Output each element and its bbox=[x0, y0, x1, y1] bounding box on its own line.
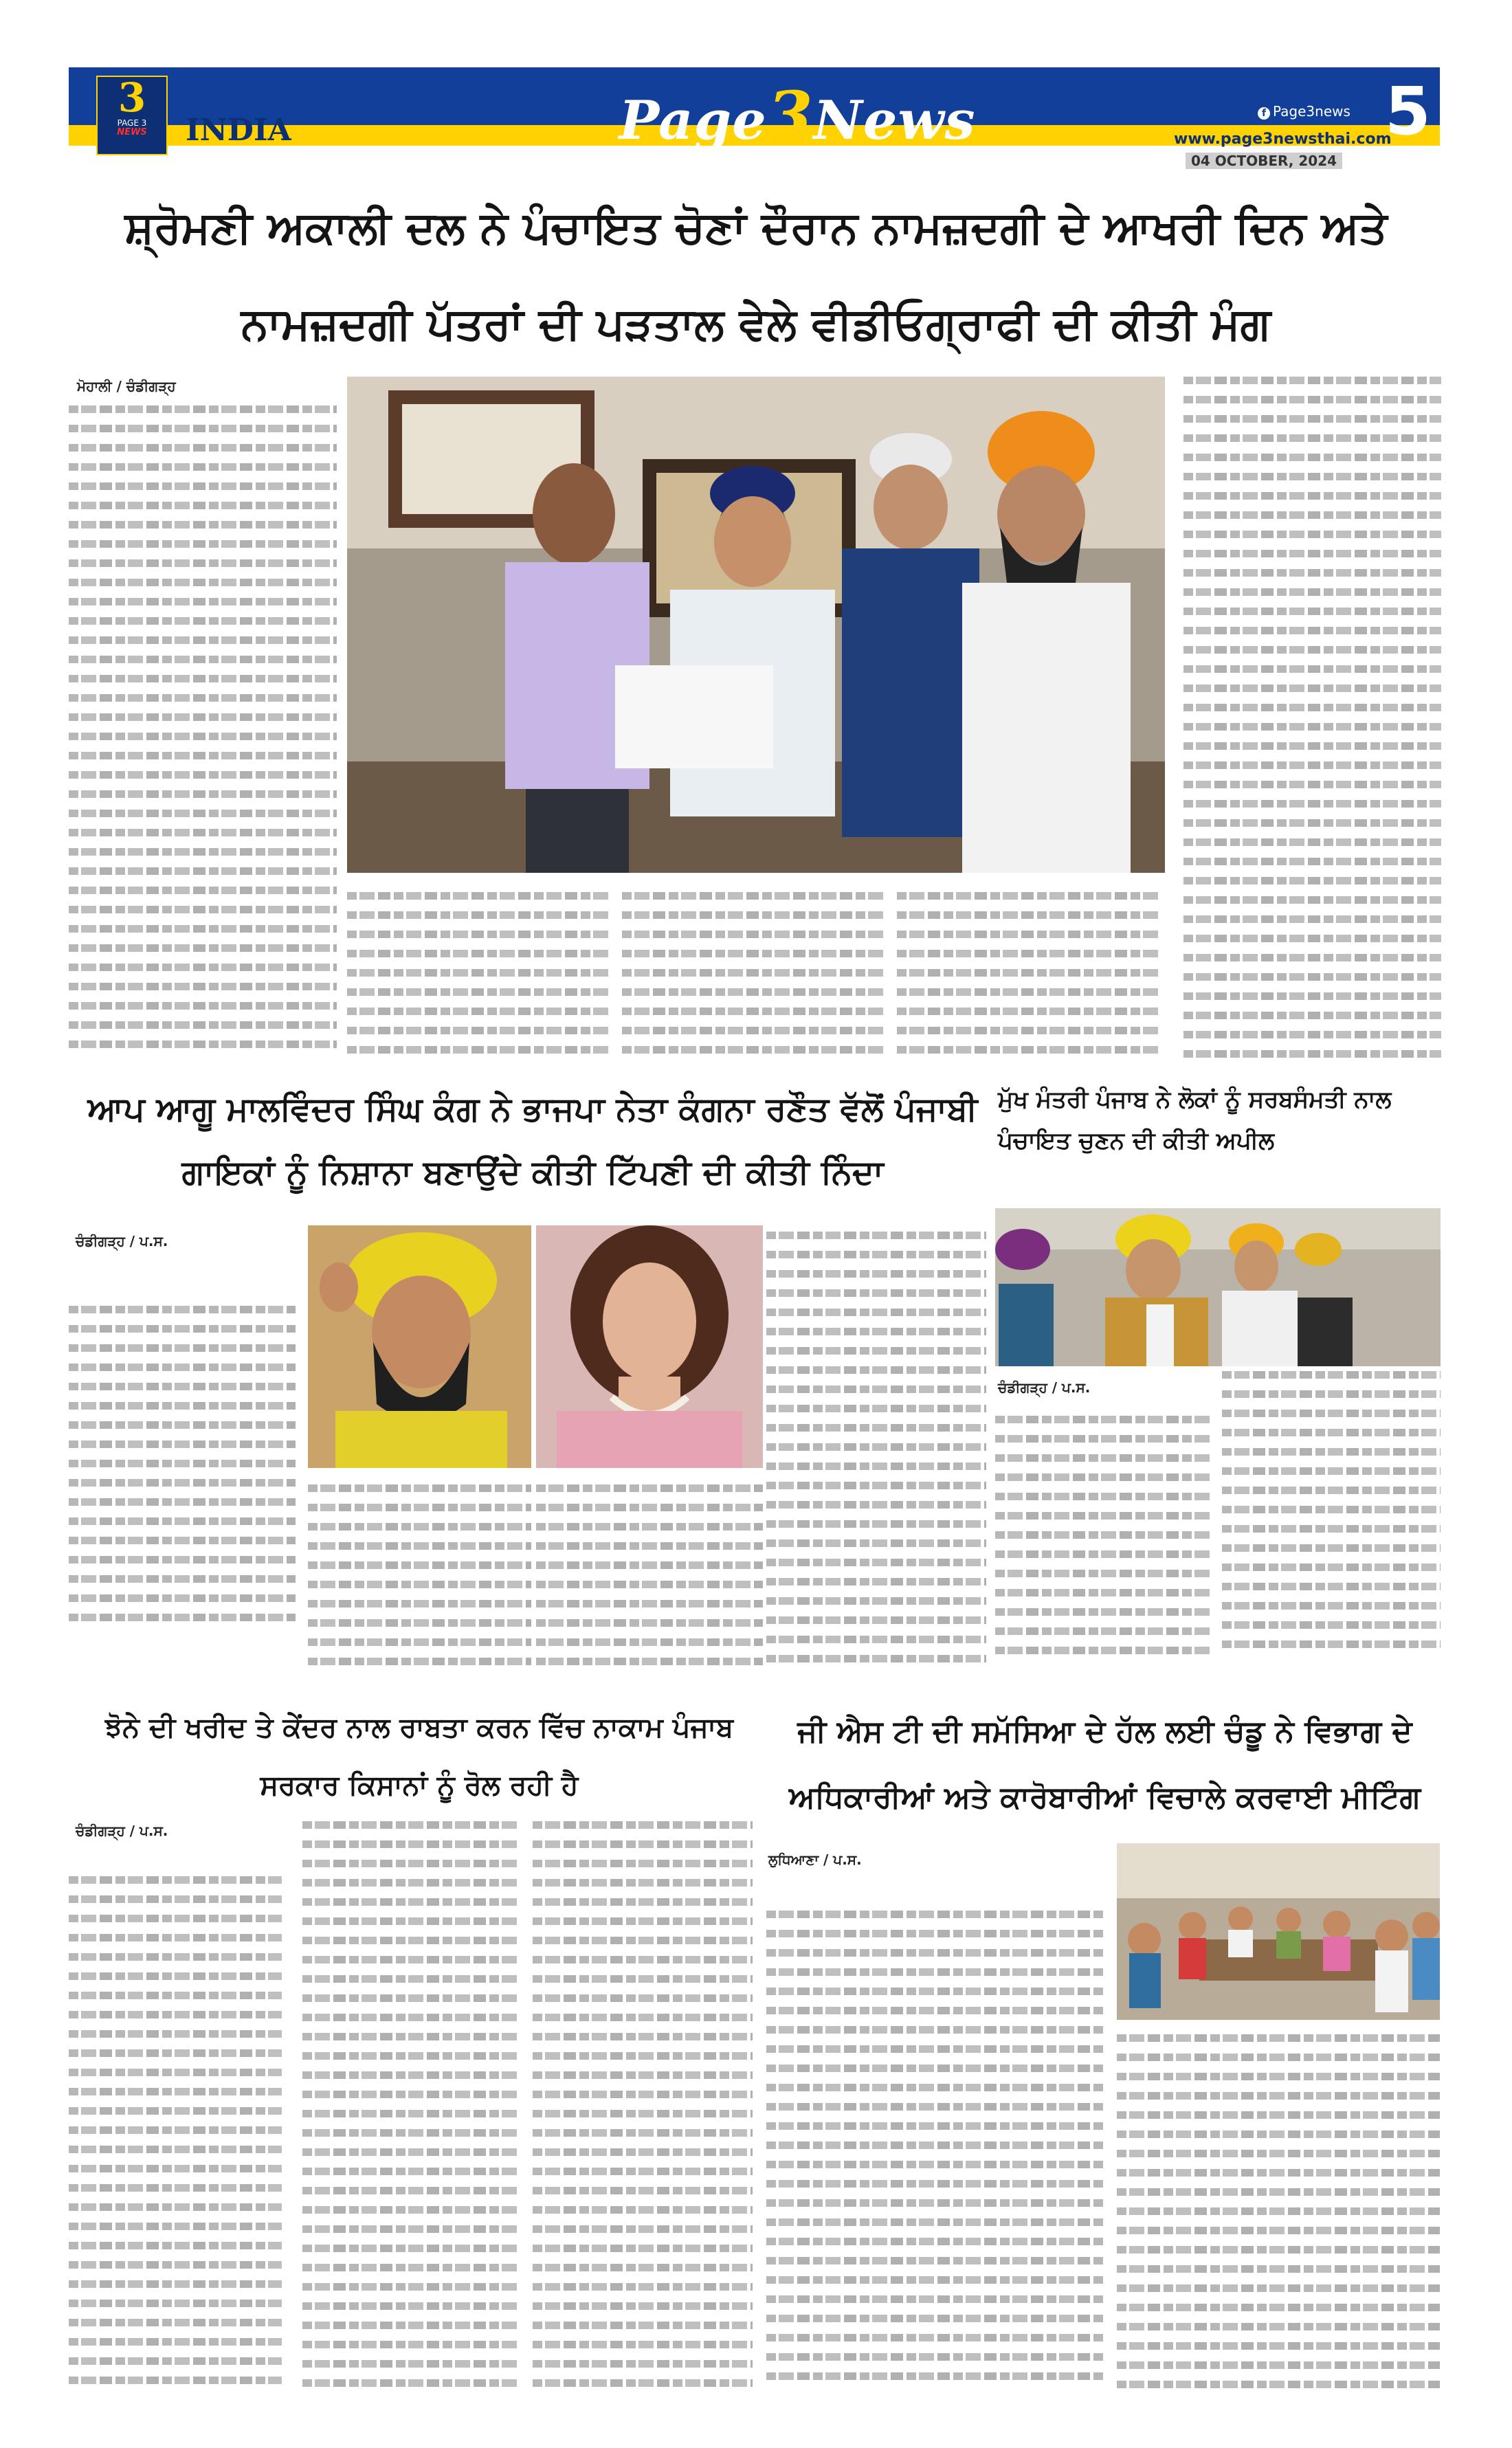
photo-aap-leader[interactable] bbox=[308, 1225, 531, 1468]
article-main-col-1 bbox=[69, 405, 337, 1072]
photo-memorandum-illustration bbox=[347, 377, 1165, 873]
byline-paddy: ਚੰਡੀਗੜ੍ਹ / ਪ.ਸ. bbox=[76, 1823, 168, 1839]
headline-chief-minister[interactable]: ਮੁੱਖ ਮੰਤਰੀ ਪੰਜਾਬ ਨੇ ਲੋਕਾਂ ਨੂੰ ਸਰਬਸੰਮਤੀ ਨਾਲ ਪੰਚਾਇਤ ਚੁਣਨ ਦੀ ਕੀਤੀ ਅਪੀਲ bbox=[998, 1086, 1392, 1155]
byline-main: ਮੋਹਾਲੀ / ਚੰਡੀਗੜ੍ਹ bbox=[77, 378, 176, 394]
article-main-col-3b bbox=[897, 892, 1161, 1072]
headline-aap[interactable]: ਆਪ ਆਗੂ ਮਾਲਵਿੰਦਰ ਸਿੰਘ ਕੰਗ ਨੇ ਭਾਜਪਾ ਨੇਤਾ ਕੰਗਨਾ ਰਣੌਤ ਵੱਲੋਂ ਪੰਜਾਬੀ ਗਾਇਕਾਂ ਨੂੰ ਨਿਸ਼ਾਨਾ ਬਣਾਉਂਦੇ ਕੀਤੀ ਟਿੱਪਣੀ ਦੀ ਕੀਤੀ ਨਿੰਦਾ bbox=[87, 1090, 978, 1192]
article-chief-minister-col-1 bbox=[995, 1416, 1212, 1684]
photo-chief-minister-illustration bbox=[995, 1208, 1441, 1366]
photo-kangana[interactable] bbox=[536, 1225, 763, 1468]
logo-number: 3 bbox=[118, 74, 146, 121]
photo-gst-meeting-illustration bbox=[1117, 1843, 1440, 2020]
article-chief-minister-col-2 bbox=[1222, 1371, 1441, 1684]
article-aap-col-2 bbox=[308, 1484, 531, 1684]
logo-small-text: PAGE 3 bbox=[117, 118, 147, 128]
article-paddy-col-1 bbox=[69, 1876, 282, 2412]
photo-chief-minister[interactable] bbox=[995, 1208, 1441, 1366]
masthead bbox=[69, 67, 1440, 169]
article-paddy-col-2 bbox=[302, 1821, 519, 2412]
byline-aap: ਚੰਡੀਗੜ੍ਹ / ਪ.ਸ. bbox=[76, 1233, 168, 1249]
photo-aap-leader-illustration bbox=[308, 1225, 531, 1468]
brand-right: News bbox=[813, 89, 976, 152]
article-paddy-col-3 bbox=[533, 1821, 753, 2412]
headline-main[interactable]: ਸ਼੍ਰੋਮਣੀ ਅਕਾਲੀ ਦਲ ਨੇ ਪੰਚਾਇਤ ਚੋਣਾਂ ਦੌਰਾਨ ਨਾਮਜ਼ਦਗੀ ਦੇ ਆਖਰੀ ਦਿਨ ਅਤੇ ਨਾਮਜ਼ਦਗੀ ਪੱਤਰਾਂ ਦੀ ਪੜਤਾਲ ਵੇਲੇ ਵੀਡੀਓਗ੍ਰਾਫੀ ਦੀ ਕੀਤੀ ਮੰਗ bbox=[124, 203, 1388, 350]
photo-gst-meeting[interactable] bbox=[1117, 1843, 1440, 2020]
photo-kangana-illustration bbox=[536, 1225, 763, 1468]
article-aap-col-4 bbox=[766, 1232, 986, 1682]
brand-left: Page bbox=[619, 89, 767, 152]
article-gst-col-1 bbox=[766, 1911, 1103, 2412]
headline-gst[interactable]: ਜੀ ਐਸ ਟੀ ਦੀ ਸਮੱਸਿਆ ਦੇ ਹੱਲ ਲਈ ਚੰਡੂ ਨੇ ਵਿਭਾਗ ਦੇ ਅਧਿਕਾਰੀਆਂ ਅਤੇ ਕਾਰੋਬਾਰੀਆਂ ਵਿਚਾਲੇ ਕਰਵਾਈ ਮੀਟਿੰਗ bbox=[788, 1714, 1421, 1815]
logo-tag: NEWS bbox=[117, 127, 147, 137]
issue-date: 04 OCTOBER, 2024 bbox=[1186, 153, 1342, 169]
social-handle[interactable] bbox=[1258, 103, 1350, 120]
byline-chief-minister: ਚੰਡੀਗੜ੍ਹ / ਪ.ਸ. bbox=[998, 1379, 1091, 1396]
article-main-col-2 bbox=[347, 892, 608, 1072]
website-link[interactable]: www.page3newsthai.com bbox=[1174, 131, 1392, 148]
facebook-icon: f bbox=[1258, 107, 1270, 120]
social-handle-text: Page3news bbox=[1273, 103, 1350, 120]
brand-title[interactable] bbox=[605, 77, 990, 155]
headline-paddy[interactable]: ਝੋਨੇ ਦੀ ਖਰੀਦ ਤੇ ਕੇਂਦਰ ਨਾਲ ਰਾਬਤਾ ਕਰਨ ਵਿੱਚ ਨਾਕਾਮ ਪੰਜਾਬ ਸਰਕਾਰ ਕਿਸਾਨਾਂ ਨੂੰ ਰੋਲ ਰਹੀ ਹੈ bbox=[104, 1712, 734, 1801]
article-gst-col-2 bbox=[1117, 2034, 1440, 2412]
article-main-col-4 bbox=[1183, 377, 1441, 1072]
article-aap-col-3 bbox=[536, 1484, 763, 1684]
article-aap-col-1 bbox=[69, 1306, 296, 1649]
newspaper-logo[interactable] bbox=[96, 76, 168, 155]
brand-three: 3 bbox=[766, 77, 814, 155]
section-label: INDIA bbox=[186, 113, 291, 148]
page-number: 5 bbox=[1385, 73, 1431, 150]
article-main-col-3 bbox=[622, 892, 883, 1072]
photo-memorandum-handover[interactable] bbox=[347, 377, 1165, 873]
byline-gst: ਲੁਧਿਆਣਾ / ਪ.ਸ. bbox=[768, 1851, 862, 1868]
